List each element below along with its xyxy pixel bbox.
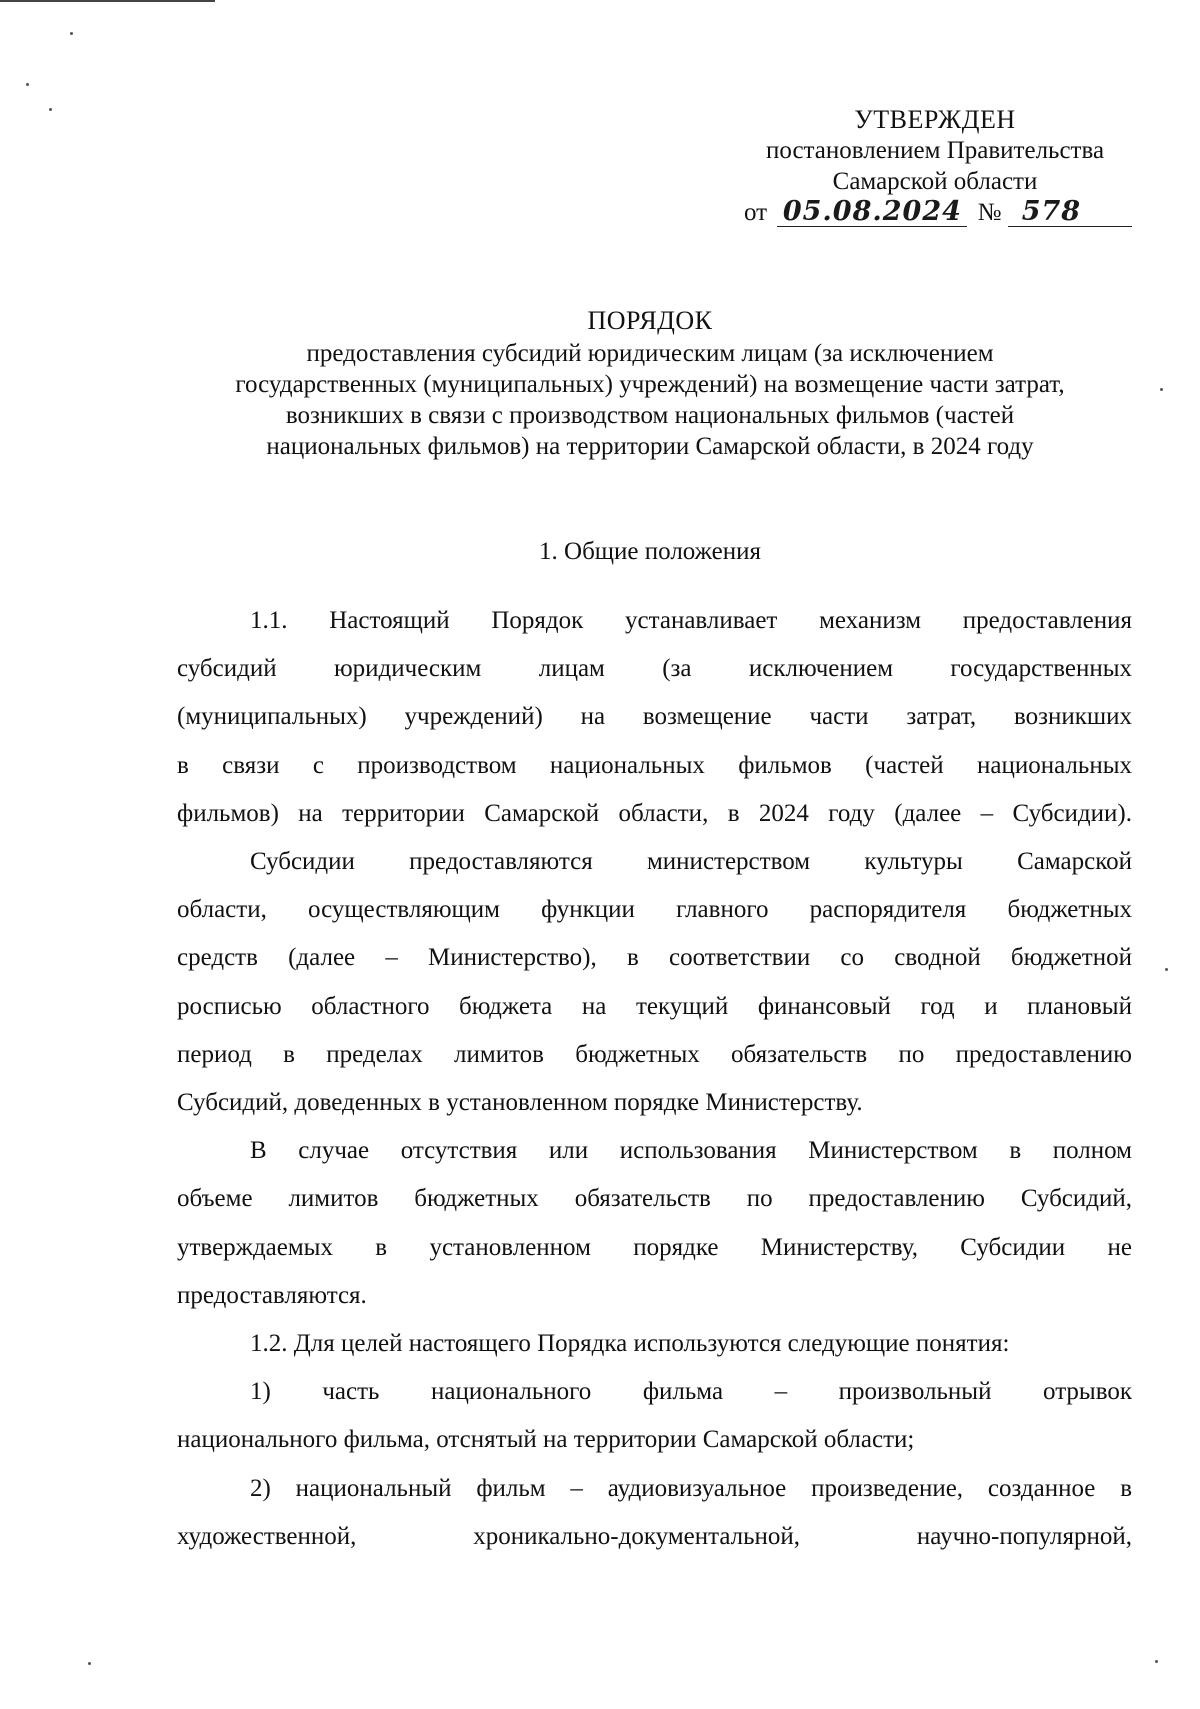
paragraph-subsidies-provided <box>177 838 1132 1127</box>
scan-speck <box>1165 968 1168 971</box>
subtitle-line: предоставления субсидий юридическим лицам (за исключением <box>306 340 994 367</box>
text-line: фильмов) на территории Самарской области, в 2024 году (далее – Субсидии). <box>177 799 1132 827</box>
text-line: в связи с производством национальных фильмов (частей национальных <box>177 751 1132 779</box>
text-line: художественной, хроникально-документальной, научно-популярной, <box>177 1522 1132 1550</box>
subtitle-line: национальных фильмов) на территории Самарской области, в 2024 году <box>266 433 1034 460</box>
paragraph-1-1 <box>177 597 1132 838</box>
text-line: средств (далее – Министерство), в соответствии со сводной бюджетной <box>177 944 1132 972</box>
scan-edge-line <box>0 0 215 2</box>
approval-line-2: Самарской области <box>832 168 1038 195</box>
approval-block <box>735 104 1135 228</box>
number-sign: № <box>977 199 1002 226</box>
scan-speck <box>1160 388 1163 391</box>
text-line: объеме лимитов бюджетных обязательств по предоставлению Субсидий, <box>177 1185 1132 1213</box>
text-line: субсидий юридическим лицам (за исключением государственных <box>177 655 1132 683</box>
definition-2 <box>177 1465 1132 1561</box>
text-line: 1) часть национального фильма – произвольный отрывок <box>250 1378 1132 1406</box>
handwritten-number: 578 <box>1008 198 1132 227</box>
scan-speck <box>70 32 73 35</box>
text-line: (муниципальных) учреждений) на возмещение части затрат, возникших <box>177 703 1132 731</box>
paragraph-absence-case <box>177 1127 1132 1320</box>
section-heading: 1. Общие положения <box>539 538 761 565</box>
scan-speck <box>49 108 52 111</box>
approval-title: УТВЕРЖДЕН <box>854 105 1016 134</box>
document-body <box>177 597 1132 1561</box>
text-line: Субсидии предоставляются министерством культуры Самарской <box>250 848 1132 876</box>
approval-date-prefix: от <box>744 199 768 226</box>
document-subtitle <box>150 338 1150 462</box>
handwritten-date: 05.08.2024 <box>777 198 967 227</box>
text-line: 1.1. Настоящий Порядок устанавливает механизм предоставления <box>250 607 1132 634</box>
document-title: ПОРЯДОК <box>587 306 713 335</box>
scan-speck <box>26 83 29 86</box>
text-line: предоставляются. <box>177 1281 367 1309</box>
approval-line-1: постановлением Правительства <box>765 137 1105 164</box>
text-line: 1.2. Для целей настоящего Порядка используются следующие понятия: <box>250 1330 1010 1358</box>
approval-date-number-line <box>744 197 1135 228</box>
text-line: Субсидий, доведенных в установленном порядке Министерству. <box>177 1089 863 1117</box>
text-line: национального фильма, отснятый на территории Самарской области; <box>177 1426 915 1454</box>
text-line: период в пределах лимитов бюджетных обязательств по предоставлению <box>177 1040 1132 1068</box>
subtitle-line: возникших в связи с производством национальных фильмов (частей <box>285 402 1015 429</box>
text-line: В случае отсутствия или использования Министерством в полном <box>250 1137 1132 1165</box>
text-line: росписью областного бюджета на текущий финансовый год и плановый <box>177 992 1132 1020</box>
scan-speck <box>1155 1660 1158 1663</box>
definition-1 <box>177 1368 1132 1464</box>
scan-speck <box>88 1662 91 1665</box>
text-line: области, осуществляющим функции главного распорядителя бюджетных <box>177 896 1132 924</box>
subtitle-line: государственных (муниципальных) учреждений) на возмещение части затрат, <box>235 371 1065 398</box>
paragraph-1-2 <box>177 1320 1132 1368</box>
text-line: 2) национальный фильм – аудиовизуальное произведение, созданное в <box>250 1474 1132 1502</box>
text-line: утверждаемых в установленном порядке Министерству, Субсидии не <box>177 1233 1132 1261</box>
